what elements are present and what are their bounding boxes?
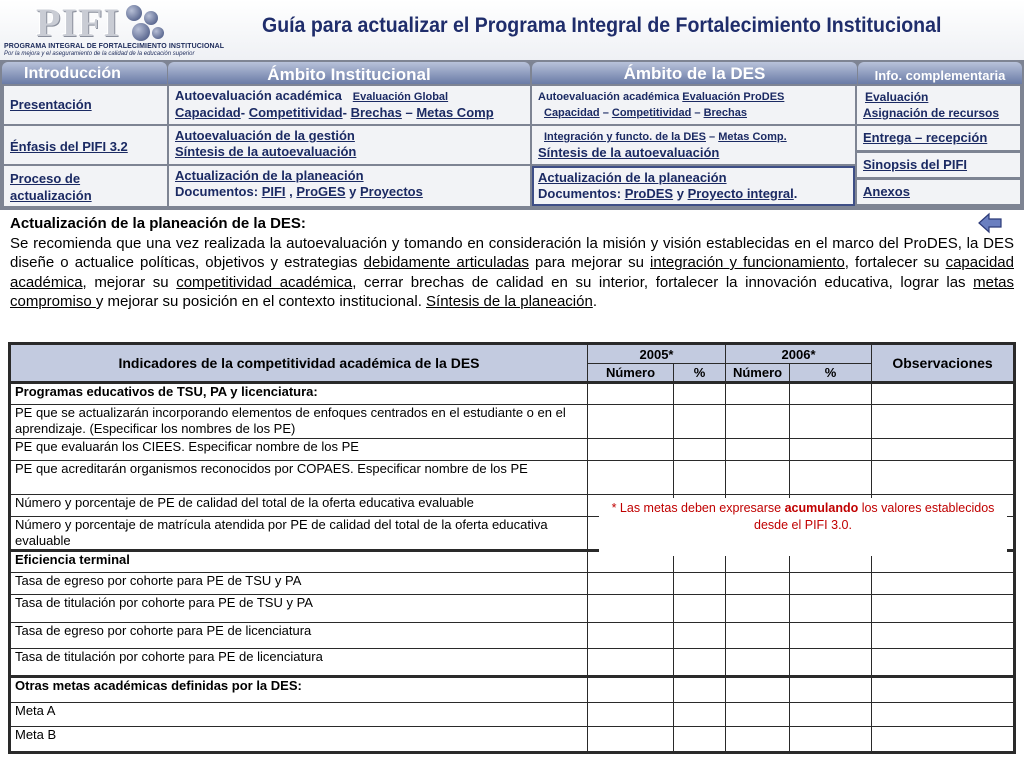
value-cell[interactable] — [872, 677, 1015, 703]
inst-proyectos-link[interactable]: Proyectos — [359, 184, 423, 199]
value-cell[interactable] — [872, 439, 1015, 461]
des-sintesis-link[interactable]: Síntesis de la autoevaluación — [538, 145, 720, 160]
body-text: para mejorar su — [528, 254, 651, 271]
value-cell[interactable] — [872, 405, 1015, 439]
pifi-logo — [2, 0, 225, 58]
nav-header-ambito-des: Ámbito de la DES — [532, 62, 857, 84]
table-header-pct: % — [674, 364, 726, 383]
value-cell[interactable] — [588, 405, 674, 439]
value-cell[interactable] — [790, 677, 872, 703]
table-header-observaciones: Observaciones — [872, 344, 1015, 383]
inst-capacidad-link[interactable]: Capacidad — [175, 105, 241, 120]
body-text: , mejorar su — [82, 273, 177, 291]
logo-word: PIFI — [36, 0, 120, 45]
nav-inst-gestion — [169, 126, 530, 164]
indicator-label: Meta B — [10, 727, 588, 753]
value-cell[interactable] — [588, 439, 674, 461]
nav-info-entrega[interactable] — [857, 126, 1020, 150]
des-prodes-link[interactable]: ProDES — [624, 186, 674, 201]
indicator-label: Meta A — [10, 703, 588, 727]
table-row — [10, 623, 1015, 649]
value-cell[interactable] — [674, 573, 726, 595]
value-cell[interactable] — [790, 439, 872, 461]
des-metas-link[interactable]: Metas Comp. — [718, 131, 787, 143]
value-cell[interactable] — [588, 383, 674, 405]
indicator-label: Número y porcentaje de PE de calidad del total de la oferta educativa evaluable — [10, 495, 588, 517]
table-row — [10, 439, 1015, 461]
competitividad-link[interactable]: competitividad académica — [176, 273, 353, 291]
table-header-pct: % — [790, 364, 872, 383]
des-and-text: y — [676, 186, 684, 201]
des-proyecto-integral-link[interactable]: Proyecto integral — [687, 186, 794, 201]
value-cell[interactable] — [674, 727, 726, 753]
des-documentos-label: Documentos: — [538, 186, 622, 201]
nav-header-introduccion: Introducción — [2, 62, 167, 84]
value-cell[interactable] — [674, 461, 726, 495]
inst-metas-link[interactable]: Metas Comp — [416, 105, 494, 120]
nav-info-anexos[interactable] — [857, 180, 1020, 204]
value-cell[interactable] — [726, 677, 790, 703]
note-text: los valores establecidos desde el PIFI 3.0. — [754, 501, 995, 532]
logo-caption: PROGRAMA INTEGRAL DE FORTALECIMIENTO INSTITUCIONAL — [4, 43, 225, 50]
value-cell[interactable] — [726, 439, 790, 461]
inst-sintesis-link[interactable]: Síntesis de la autoevaluación — [175, 144, 357, 159]
table-header-numero: Número — [726, 364, 790, 383]
value-cell[interactable] — [872, 703, 1015, 727]
note-emphasis: acumulando — [784, 501, 859, 515]
value-cell[interactable] — [872, 573, 1015, 595]
table-row — [10, 649, 1015, 677]
section-body — [10, 234, 1014, 312]
indicator-label: Eficiencia terminal — [10, 551, 588, 573]
capacidad-link[interactable]: capacidad académica — [10, 254, 1014, 291]
value-cell[interactable] — [872, 461, 1015, 495]
evaluacion-link[interactable]: Evaluación — [865, 90, 929, 104]
value-cell[interactable] — [674, 405, 726, 439]
integracion-link[interactable]: integración y funcionamiento — [650, 254, 845, 271]
value-cell[interactable] — [588, 595, 674, 623]
body-text: Se recomienda que una vez realizada la autoevaluación y tomando en consideración la misión y visión establecidas en el marco del ProDES, la DES diseñe o actualice políticas, objetivos y estrategias — [10, 234, 1014, 271]
value-cell[interactable] — [588, 461, 674, 495]
indicator-label: Tasa de egreso por cohorte para PE de licenciatura — [10, 623, 588, 649]
value-cell[interactable] — [726, 461, 790, 495]
value-cell[interactable] — [674, 383, 726, 405]
value-cell[interactable] — [588, 623, 674, 649]
value-cell[interactable] — [790, 383, 872, 405]
value-cell[interactable] — [588, 573, 674, 595]
value-cell[interactable] — [726, 623, 790, 649]
inst-planeacion-link[interactable]: Actualización de la planeación — [175, 168, 364, 183]
indicator-label: Número y porcentaje de matrícula atendida por PE de calidad del total de la oferta educativa evaluable — [10, 517, 588, 551]
indicator-label: PE que evaluarán los CIEES. Especificar nombre de los PE — [10, 439, 588, 461]
des-autoeval-title: Autoevaluación académica — [538, 91, 680, 103]
value-cell[interactable] — [726, 573, 790, 595]
value-cell[interactable] — [790, 573, 872, 595]
section-title: Actualización de la planeación de la DES: — [10, 215, 306, 232]
inst-documentos-label: Documentos: — [175, 184, 259, 199]
body-text: . — [592, 293, 597, 310]
value-cell[interactable] — [674, 649, 726, 677]
table-header-numero: Número — [588, 364, 674, 383]
table-header-2005: 2005* — [588, 344, 726, 364]
value-cell[interactable] — [674, 623, 726, 649]
table-header-indicadores: Indicadores de la competitividad académica de la DES — [10, 344, 588, 383]
value-cell[interactable] — [726, 383, 790, 405]
indicator-label: Tasa de titulación por cohorte para PE de licenciatura — [10, 649, 588, 677]
value-cell[interactable] — [674, 439, 726, 461]
inst-competitividad-link[interactable]: Competitividad — [248, 105, 343, 120]
nav-des-autoevaluacion: Autoevaluación académica Evaluación ProDES Capacidad – Competitividad – Brechas — [532, 86, 855, 124]
des-capacidad-link[interactable]: Capacidad — [544, 107, 600, 119]
table-row — [10, 405, 1015, 439]
navigation-panel — [0, 60, 1024, 210]
value-cell[interactable] — [674, 595, 726, 623]
des-evaluacion-prodes-link[interactable]: Evaluación ProDES — [682, 91, 785, 103]
table-row — [10, 595, 1015, 623]
logo-tagline: Por la mejora y el aseguramiento de la calidad de la educación superior — [4, 51, 195, 57]
body-text: , cerrar brechas de calidad en su interior, fortalecer la innovación educativa, lograr las — [352, 273, 974, 291]
value-cell[interactable] — [588, 677, 674, 703]
table-row — [10, 703, 1015, 727]
value-cell[interactable] — [790, 649, 872, 677]
presentacion-link[interactable]: Presentación — [10, 97, 92, 112]
inst-proges-link[interactable]: ProGES — [296, 184, 346, 199]
sinopsis-link[interactable]: Sinopsis del PIFI — [863, 157, 968, 172]
indicator-label: PE que se actualizarán incorporando elementos de enfoques centrados en el estudiante o en el aprendizaje. (Especificar los nombres de los PE) — [10, 405, 588, 439]
value-cell[interactable] — [588, 727, 674, 753]
anexos-link[interactable]: Anexos — [863, 184, 910, 199]
value-cell[interactable] — [790, 461, 872, 495]
nav-header-info-complementaria: Info. complementaria — [858, 62, 1022, 84]
nav-info-sinopsis[interactable] — [857, 153, 1020, 177]
value-cell[interactable] — [674, 677, 726, 703]
indicator-label: Otras metas académicas definidas por la DES: — [10, 677, 588, 703]
value-cell[interactable] — [726, 649, 790, 677]
table-row — [10, 461, 1015, 495]
des-planeacion-link[interactable]: Actualización de la planeación — [538, 170, 727, 185]
nav-inst-autoevaluacion: Autoevaluación académica Evaluación Global Capacidad- Competitividad- Brechas – Metas Comp — [169, 86, 530, 124]
value-cell[interactable] — [790, 703, 872, 727]
inst-pifi-link[interactable]: PIFI — [261, 184, 286, 199]
inst-autoeval-title: Autoevaluación académica — [175, 88, 342, 103]
inst-gestion-link[interactable]: Autoevaluación de la gestión — [175, 128, 355, 143]
value-cell[interactable] — [872, 595, 1015, 623]
value-cell[interactable] — [872, 623, 1015, 649]
table-row — [10, 677, 1015, 703]
nav-info-evaluacion — [857, 86, 1020, 124]
inst-and-text: y — [349, 184, 357, 199]
value-cell[interactable] — [790, 595, 872, 623]
des-integracion-link[interactable]: Integración y functo. de la DES — [544, 131, 706, 143]
value-cell[interactable] — [726, 727, 790, 753]
planeacion-section — [10, 214, 1014, 312]
inst-brechas-link[interactable]: Brechas — [350, 105, 402, 120]
body-text: y mejorar su posición en el contexto institucional. — [95, 293, 427, 310]
table-row — [10, 727, 1015, 753]
nav-des-planeacion-active: Actualización de la planeación Documentos: ProDES y Proyecto integral. — [532, 166, 855, 206]
page-title: Guía para actualizar el Programa Integral de Fortalecimiento Institucional — [262, 14, 942, 37]
proceso-link[interactable]: Proceso de actualización — [10, 171, 92, 203]
nav-presentacion[interactable] — [4, 86, 167, 124]
value-cell[interactable] — [790, 727, 872, 753]
value-cell[interactable] — [872, 383, 1015, 405]
value-cell[interactable] — [588, 703, 674, 727]
sintesis-planeacion-link[interactable]: Síntesis de la planeación — [426, 293, 593, 310]
inst-evaluacion-global-link[interactable]: Evaluación Global — [352, 91, 449, 103]
body-text: , fortalecer su — [844, 254, 946, 271]
table-row — [10, 573, 1015, 595]
metas-note — [599, 498, 1007, 556]
value-cell[interactable] — [872, 649, 1015, 677]
value-cell[interactable] — [790, 405, 872, 439]
enfasis-link[interactable]: Énfasis del PIFI 3.2 — [10, 139, 128, 154]
value-cell[interactable] — [588, 649, 674, 677]
entrega-recepcion-link[interactable]: Entrega – recepción — [863, 130, 988, 145]
indicator-label: Tasa de egreso por cohorte para PE de TSU y PA — [10, 573, 588, 595]
logo-dots-icon — [124, 5, 168, 45]
indicator-label: PE que acreditarán organismos reconocidos por COPAES. Especificar nombre de los PE — [10, 461, 588, 495]
nav-inst-planeacion: Actualización de la planeación Documentos: PIFI , ProGES y Proyectos — [169, 166, 530, 206]
nav-proceso[interactable] — [4, 166, 167, 206]
value-cell[interactable] — [726, 405, 790, 439]
nav-enfasis[interactable] — [4, 126, 167, 164]
value-cell[interactable] — [726, 703, 790, 727]
des-competitividad-link[interactable]: Competitividad — [611, 107, 692, 119]
des-brechas-link[interactable]: Brechas — [703, 107, 747, 119]
nav-des-integracion: Integración y functo. de la DES – Metas Comp. Síntesis de la autoevaluación — [532, 126, 855, 164]
table-body — [10, 383, 1015, 753]
value-cell[interactable] — [674, 703, 726, 727]
indicator-label: Programas educativos de TSU, PA y licenciatura: — [10, 383, 588, 405]
header — [0, 0, 1024, 62]
value-cell[interactable] — [726, 595, 790, 623]
value-cell[interactable] — [790, 623, 872, 649]
indicator-label: Tasa de titulación por cohorte para PE de TSU y PA — [10, 595, 588, 623]
note-text: * Las metas deben expresarse — [611, 501, 785, 515]
table-row — [10, 383, 1015, 405]
metas-compromiso-link[interactable]: metas compromiso — [10, 273, 1015, 310]
articuladas-link[interactable]: debidamente articuladas — [363, 254, 529, 271]
asignacion-recursos-link[interactable]: Asignación de recursos — [863, 106, 1000, 120]
nav-header-ambito-institucional: Ámbito Institucional — [168, 62, 530, 84]
indicators-table-wrapper — [8, 342, 1013, 768]
table-header-2006: 2006* — [726, 344, 872, 364]
value-cell[interactable] — [872, 727, 1015, 753]
